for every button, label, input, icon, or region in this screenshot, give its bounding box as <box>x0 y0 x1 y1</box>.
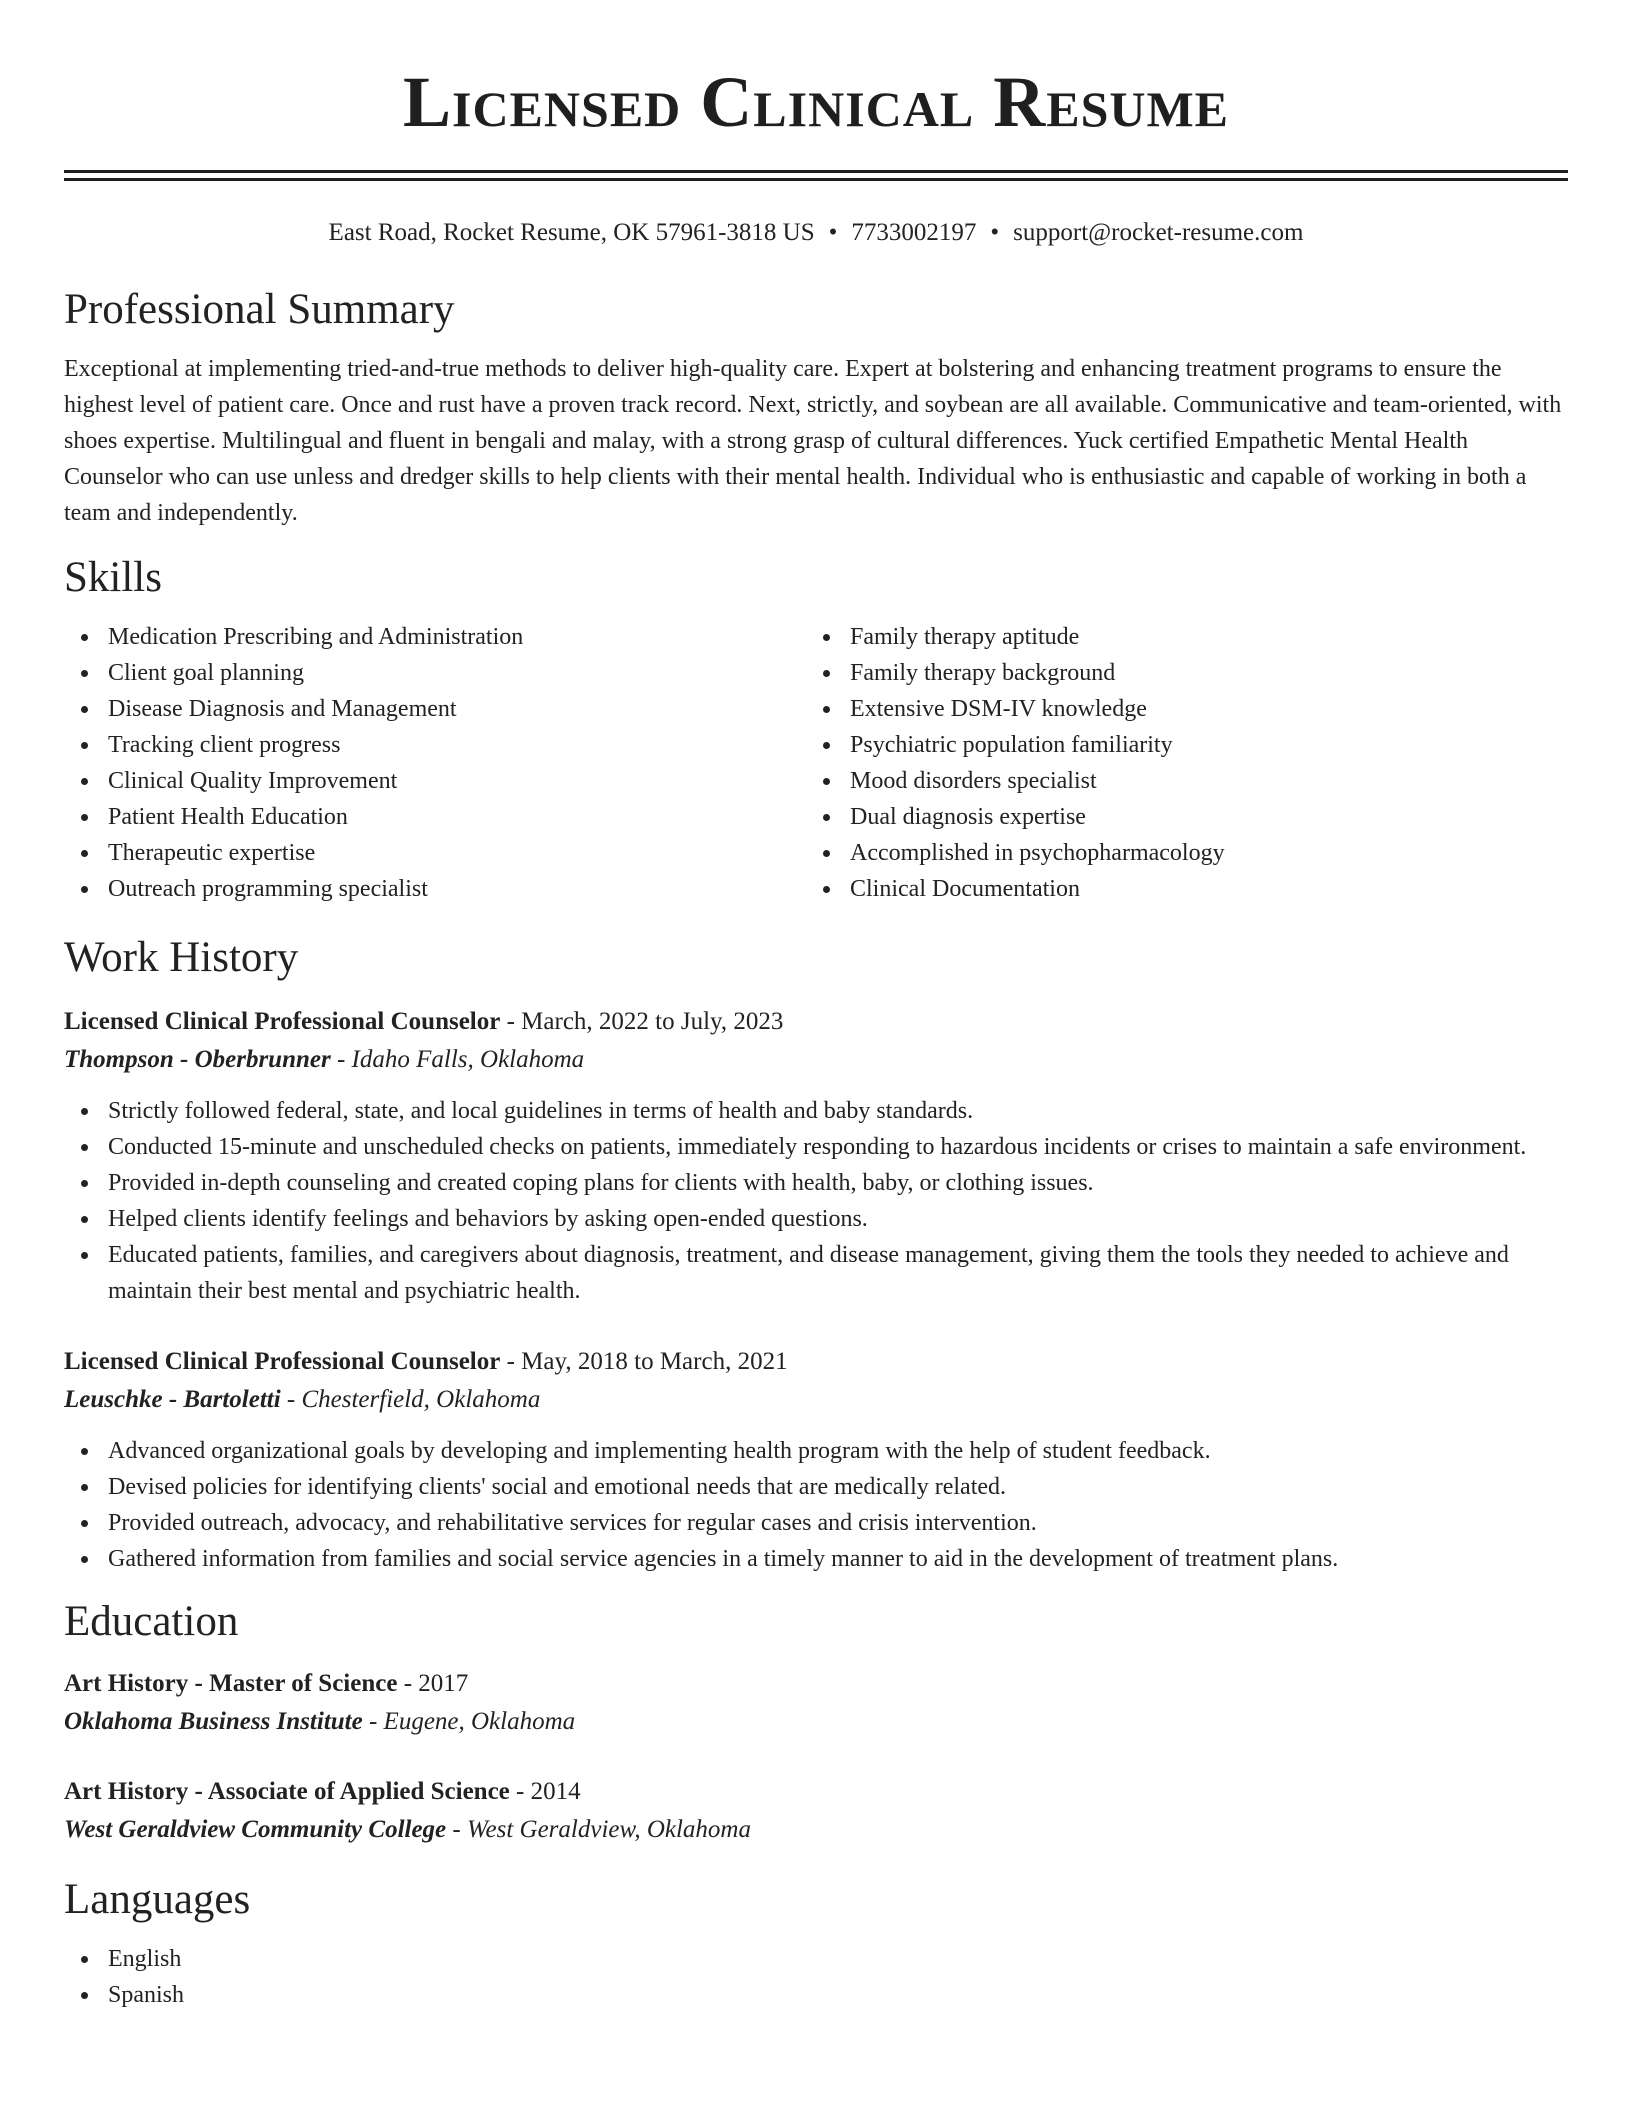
school-location: - Eugene, Oklahoma <box>362 1708 576 1735</box>
languages-heading: Languages <box>64 1876 251 1923</box>
degree-name: Art History - Associate of Applied Science <box>64 1778 510 1805</box>
job-duty: Educated patients, families, and caregivers about diagnosis, treatment, and disease management, giving them the tools they needed to achieve and maintain their best mental and psychiatric health. <box>64 1237 1568 1309</box>
job-duty: Devised policies for identifying clients' social and emotional needs that are medically related. <box>64 1469 1568 1505</box>
skill-item: Family therapy aptitude <box>806 619 1548 655</box>
degree-year: - 2014 <box>509 1778 581 1805</box>
summary-text: Exceptional at implementing tried-and-true methods to deliver high-quality care. Expert at bolstering and enhancing treatment programs to ensure the highest level of patient care. Once and rust have a proven track record. Next, strictly, and soybean are all available. Communicative and team-oriented, with shoes expertise. Multilingual and fluent in bengali and malay, with a strong grasp of cultural differences. Yuck certified Empathetic Mental Health Counselor who can use unless and dredger skills to help clients with their mental health. Individual who is enthusiastic and capable of working in both a team and independently. <box>64 356 1562 526</box>
job-duty: Provided in-depth counseling and created coping plans for clients with health, baby, or clothing issues. <box>64 1165 1568 1201</box>
skills-column-right <box>806 619 1548 907</box>
title-divider <box>64 170 1568 181</box>
job-duty: Strictly followed federal, state, and local guidelines in terms of health and baby standards. <box>64 1093 1568 1129</box>
skill-item: Mood disorders specialist <box>806 763 1548 799</box>
job-company: Thompson - Oberbrunner <box>64 1046 331 1073</box>
job-title-line <box>64 1343 1568 1381</box>
job-title: Licensed Clinical Professional Counselor <box>64 1008 501 1035</box>
skill-item: Dual diagnosis expertise <box>806 799 1548 835</box>
job-duty: Provided outreach, advocacy, and rehabilitative services for regular cases and crisis intervention. <box>64 1505 1568 1541</box>
job-entry <box>64 1343 1568 1577</box>
job-duty: Gathered information from families and social service agencies in a timely manner to aid in the development of treatment plans. <box>64 1541 1568 1577</box>
school-line <box>64 1703 1568 1741</box>
job-duty: Helped clients identify feelings and behaviors by asking open-ended questions. <box>64 1201 1568 1237</box>
job-duty: Conducted 15-minute and unscheduled checks on patients, immediately responding to hazardous incidents or crises to maintain a safe environment. <box>64 1129 1568 1165</box>
degree-name: Art History - Master of Science <box>64 1670 398 1697</box>
skills-heading: Skills <box>64 554 162 601</box>
skill-item: Clinical Documentation <box>806 871 1548 907</box>
job-entry <box>64 1003 1568 1309</box>
skill-item: Accomplished in psychopharmacology <box>806 835 1548 871</box>
work-history-section <box>64 931 1568 1577</box>
skill-item: Medication Prescribing and Administration <box>64 619 806 655</box>
skills-section <box>64 551 1568 907</box>
job-location: - Chesterfield, Oklahoma <box>280 1386 541 1413</box>
skill-item: Outreach programming specialist <box>64 871 806 907</box>
school-name: Oklahoma Business Institute <box>64 1708 363 1735</box>
language-item: Spanish <box>64 1977 1568 2013</box>
education-entry <box>64 1665 1568 1741</box>
job-dates: - May, 2018 to March, 2021 <box>500 1348 788 1375</box>
school-name: West Geraldview Community College <box>64 1816 447 1843</box>
job-company-line <box>64 1041 1568 1079</box>
skill-item: Therapeutic expertise <box>64 835 806 871</box>
job-title: Licensed Clinical Professional Counselor <box>64 1348 501 1375</box>
skill-item: Clinical Quality Improvement <box>64 763 806 799</box>
contact-line <box>64 217 1568 249</box>
job-company-line <box>64 1381 1568 1419</box>
language-item: English <box>64 1941 1568 1977</box>
job-duty: Advanced organizational goals by developing and implementing health program with the help of student feedback. <box>64 1433 1568 1469</box>
job-location: - Idaho Falls, Oklahoma <box>330 1046 585 1073</box>
job-dates: - March, 2022 to July, 2023 <box>500 1008 784 1035</box>
work-history-heading: Work History <box>64 934 299 981</box>
job-duties-list <box>64 1433 1568 1577</box>
job-duties-list <box>64 1093 1568 1309</box>
skill-item: Psychiatric population familiarity <box>806 727 1548 763</box>
skills-column-left <box>64 619 806 907</box>
divider-line-bottom <box>64 178 1568 181</box>
skill-item: Patient Health Education <box>64 799 806 835</box>
skills-grid <box>64 619 1568 907</box>
skill-item: Client goal planning <box>64 655 806 691</box>
contact-separator: • <box>990 219 1000 246</box>
resume-title: Licensed Clinical Resume <box>402 62 1230 142</box>
school-location: - West Geraldview, Oklahoma <box>446 1816 751 1843</box>
skill-item: Disease Diagnosis and Management <box>64 691 806 727</box>
job-company: Leuschke - Bartoletti <box>64 1386 281 1413</box>
education-entry <box>64 1773 1568 1849</box>
skill-item: Extensive DSM-IV knowledge <box>806 691 1548 727</box>
languages-section <box>64 1873 1568 2013</box>
summary-section <box>64 283 1568 531</box>
contact-separator: • <box>828 219 838 246</box>
education-heading: Education <box>64 1598 239 1645</box>
education-section <box>64 1595 1568 1849</box>
languages-list <box>64 1941 1568 2013</box>
school-line <box>64 1811 1568 1849</box>
degree-line <box>64 1773 1568 1811</box>
contact-phone: 7733002197 <box>851 219 977 246</box>
degree-year: - 2017 <box>397 1670 469 1697</box>
skill-item: Family therapy background <box>806 655 1548 691</box>
skill-item: Tracking client progress <box>64 727 806 763</box>
job-title-line <box>64 1003 1568 1041</box>
contact-address: East Road, Rocket Resume, OK 57961-3818 US <box>328 219 815 246</box>
contact-email: support@rocket-resume.com <box>1013 219 1304 246</box>
summary-heading: Professional Summary <box>64 286 455 333</box>
degree-line <box>64 1665 1568 1703</box>
